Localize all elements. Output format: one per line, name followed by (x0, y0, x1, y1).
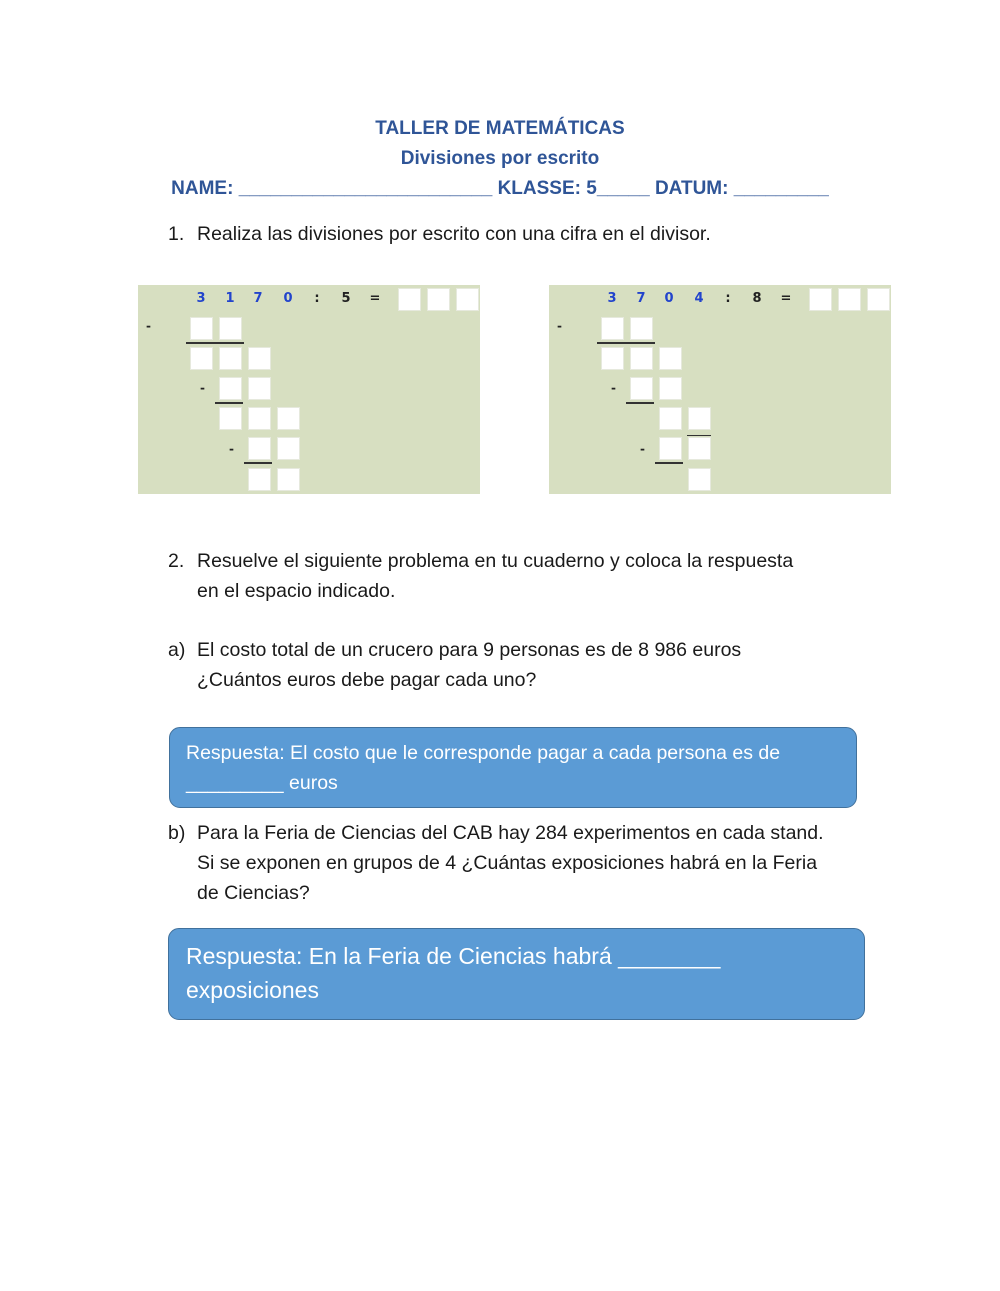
subtraction-input-box[interactable] (688, 437, 711, 460)
remainder-input-box[interactable] (688, 407, 711, 430)
question-1-number: 1. (168, 223, 185, 245)
dividend-digit: 3 (196, 291, 206, 306)
division-panel-2 (549, 285, 891, 494)
division-operator: : (725, 291, 731, 306)
remainder-input-box[interactable] (248, 347, 271, 370)
subtraction-line (215, 402, 243, 404)
dividend-digit: 1 (225, 291, 235, 306)
answer-a-line: Respuesta: El costo que le corresponde pagar a cada persona es de (186, 742, 781, 764)
remainder-input-box[interactable] (277, 407, 300, 430)
answer-box-b[interactable] (168, 928, 865, 1020)
minus-sign: - (229, 442, 234, 456)
question-a-line: ¿Cuántos euros debe pagar cada uno? (197, 669, 537, 691)
subtraction-input-box[interactable] (277, 437, 300, 460)
question-1-text: Realiza las divisiones por escrito con una cifra en el divisor. (197, 223, 711, 245)
question-1 (0, 219, 1000, 249)
minus-sign: - (146, 319, 151, 333)
question-b (0, 818, 1000, 908)
subtraction-input-box[interactable] (219, 317, 242, 340)
remainder-input-box[interactable] (219, 347, 242, 370)
remainder-input-box[interactable] (659, 347, 682, 370)
minus-sign: - (640, 442, 645, 456)
subtraction-input-box[interactable] (601, 317, 624, 340)
answer-box-a[interactable] (169, 727, 857, 808)
question-2 (0, 546, 1000, 606)
quotient-input-box[interactable] (867, 288, 890, 311)
division-panel-1 (138, 285, 480, 494)
subtraction-input-box[interactable] (630, 317, 653, 340)
remainder-input-box[interactable] (659, 407, 682, 430)
dividend-digit: 3 (607, 291, 617, 306)
subtraction-input-box[interactable] (190, 317, 213, 340)
question-a-line: El costo total de un crucero para 9 personas es de 8 986 euros (197, 639, 742, 661)
dividend-digit: 0 (283, 291, 293, 306)
subtraction-line (655, 462, 683, 464)
quotient-input-box[interactable] (427, 288, 450, 311)
quotient-input-box[interactable] (838, 288, 861, 311)
subtraction-input-box[interactable] (248, 437, 271, 460)
dividend-digit: 0 (664, 291, 674, 306)
remainder-input-box[interactable] (248, 407, 271, 430)
remainder-input-box[interactable] (630, 347, 653, 370)
question-2-line: en el espacio indicado. (197, 580, 396, 602)
remainder-input-box[interactable] (688, 468, 711, 491)
question-2-number: 2. (168, 550, 185, 572)
divisor: 5 (341, 291, 351, 306)
remainder-input-box[interactable] (601, 347, 624, 370)
quotient-input-box[interactable] (456, 288, 479, 311)
subtraction-line (186, 342, 244, 344)
answer-a-line: _________ euros (186, 772, 338, 794)
quotient-input-box[interactable] (809, 288, 832, 311)
subtraction-input-box[interactable] (219, 377, 242, 400)
worksheet-subtitle: Divisiones por escrito (400, 148, 600, 169)
subtraction-input-box[interactable] (630, 377, 653, 400)
question-b-line: Para la Feria de Ciencias del CAB hay 284 experimentos en cada stand. (197, 822, 824, 844)
worksheet-title: TALLER DE MATEMÁTICAS (375, 118, 625, 139)
equals-sign: = (369, 291, 381, 306)
subtraction-line (597, 342, 655, 344)
subtraction-line (244, 462, 272, 464)
remainder-input-box[interactable] (248, 468, 271, 491)
question-a-letter: a) (168, 639, 186, 661)
minus-sign: - (200, 381, 205, 395)
question-b-letter: b) (168, 822, 186, 844)
question-b-line: de Ciencias? (197, 882, 310, 904)
dividend-digit: 7 (636, 291, 646, 306)
dividend-digit: 4 (694, 291, 704, 306)
subtraction-input-box[interactable] (659, 377, 682, 400)
question-a (0, 635, 1000, 695)
quotient-input-box[interactable] (398, 288, 421, 311)
minus-sign: - (611, 381, 616, 395)
subtraction-input-box[interactable] (248, 377, 271, 400)
answer-b-line: exposiciones (186, 977, 319, 1003)
remainder-input-box[interactable] (190, 347, 213, 370)
division-operator: : (314, 291, 320, 306)
minus-sign: - (557, 319, 562, 333)
question-b-line: Si se exponen en grupos de 4 ¿Cuántas exposiciones habrá en la Feria (197, 852, 818, 874)
equals-sign: = (780, 291, 792, 306)
dividend-digit: 7 (253, 291, 263, 306)
remainder-input-box[interactable] (277, 468, 300, 491)
subtraction-line (687, 435, 711, 436)
student-info-line: NAME: ________________________ KLASSE: 5_____ DATUM: _________ (171, 178, 829, 199)
subtraction-input-box[interactable] (659, 437, 682, 460)
remainder-input-box[interactable] (219, 407, 242, 430)
question-2-line: Resuelve el siguiente problema en tu cuaderno y coloca la respuesta (197, 550, 794, 572)
answer-b-line: Respuesta: En la Feria de Ciencias habrá ________ (186, 943, 721, 969)
subtraction-line (626, 402, 654, 404)
divisor: 8 (752, 291, 762, 306)
